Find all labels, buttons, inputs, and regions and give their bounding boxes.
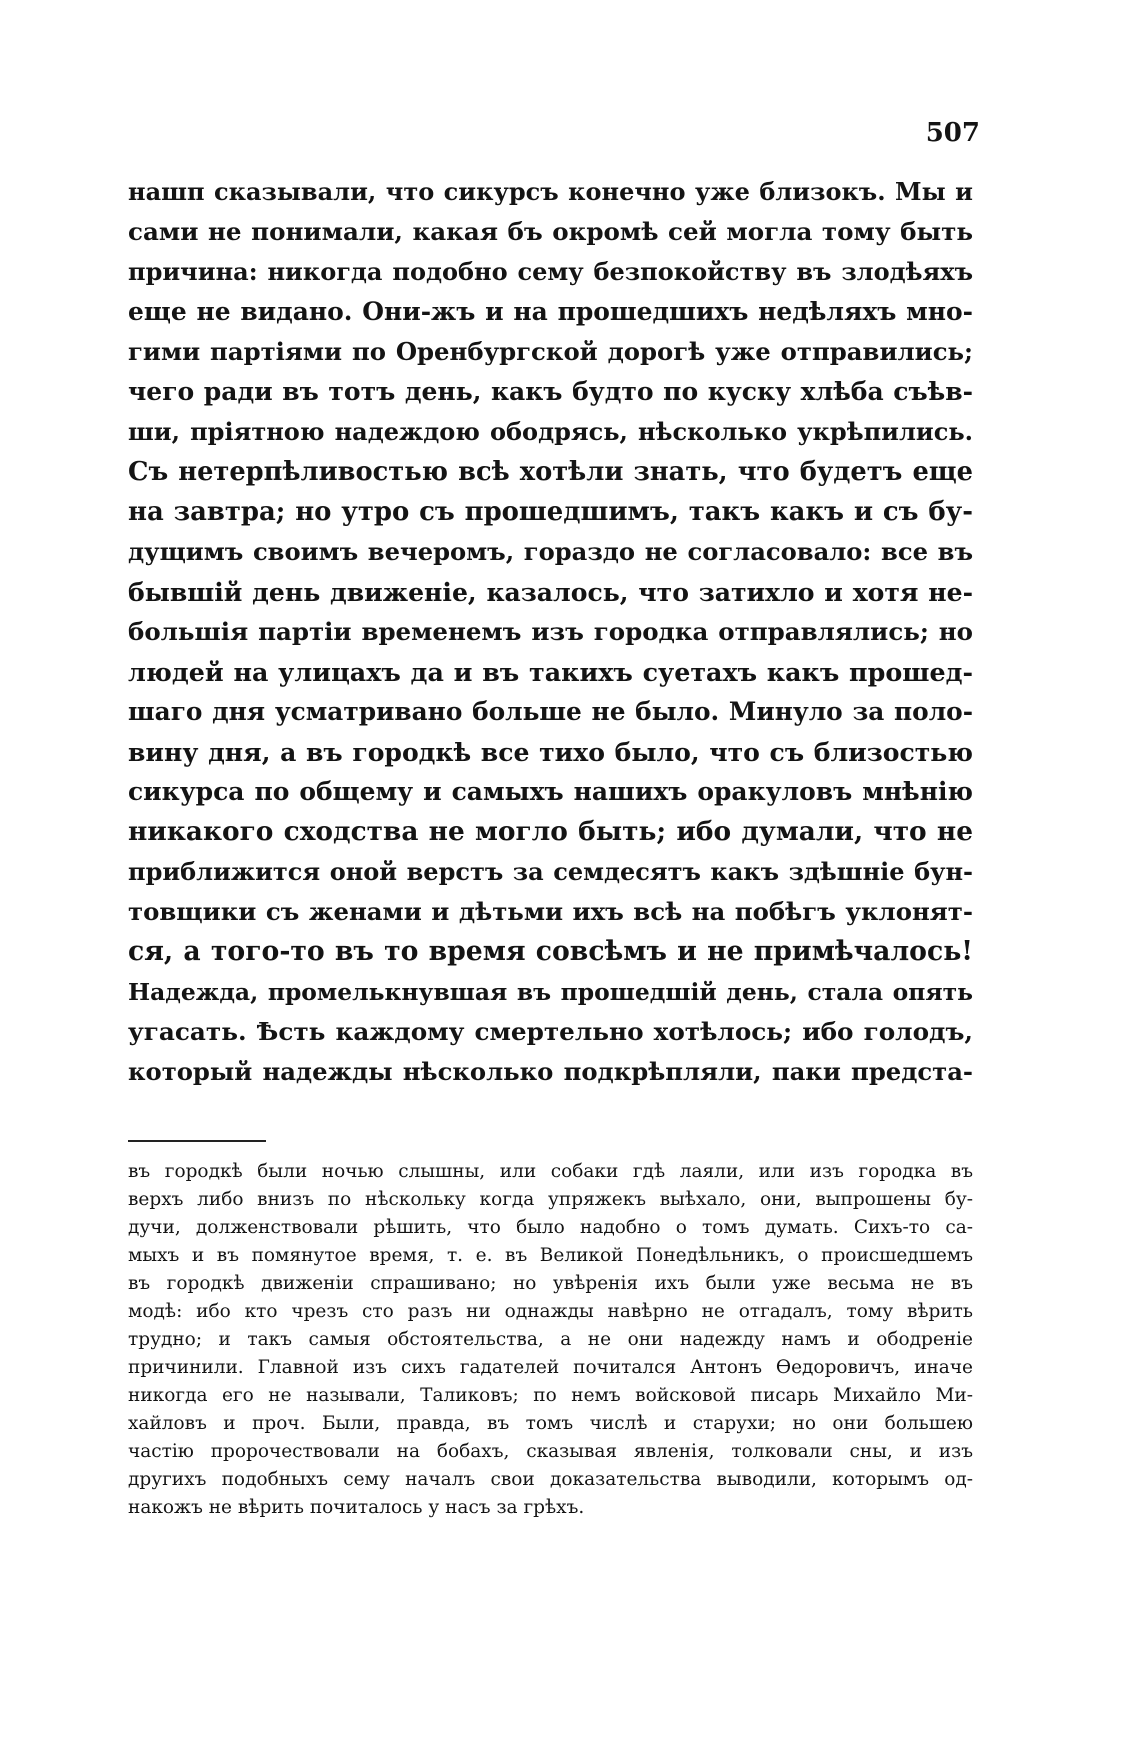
main-text-body bbox=[128, 172, 973, 1092]
main-text-line: угасать. Ѣсть каждому смертельно хотѣлось; ибо голодъ, bbox=[128, 1017, 973, 1046]
footnote-line: хайловъ и проч. Были, правда, въ томъ числѣ и старухи; но они большею bbox=[128, 1413, 973, 1434]
main-text-line: никакого сходства не могло быть; ибо думали, что не bbox=[128, 816, 973, 847]
main-text-line: чего ради въ тотъ день, какъ будто по куску хлѣба съѣв- bbox=[128, 377, 973, 406]
main-text-line: гими партіями по Оренбургской дорогѣ уже отправились; bbox=[128, 337, 973, 366]
main-text-line: Съ нетерпѣливостью всѣ хотѣли знать, что будетъ еще bbox=[128, 457, 973, 487]
footnote-line: дучи, долженствовали рѣшить, что было надобно о томъ думать. Сихъ-то са- bbox=[128, 1217, 973, 1238]
main-text-line: еще не видано. Они-жъ и на прошедшихъ недѣляхъ мно- bbox=[128, 297, 973, 326]
page-number: 507 bbox=[925, 118, 980, 148]
footnote-line: накожъ не вѣрить почиталось у насъ за грѣхъ. bbox=[128, 1497, 585, 1518]
footnote-line: модѣ: ибо кто чрезъ сто разъ ни однажды навѣрно не отгадалъ, тому вѣрить bbox=[128, 1301, 973, 1322]
footnote-line: частію пророчествовали на бобахъ, сказывая явленія, толковали сны, и изъ bbox=[128, 1441, 973, 1462]
main-text-line: который надежды нѣсколько подкрѣпляли, паки предста- bbox=[128, 1057, 973, 1086]
main-text-line: дущимъ своимъ вечеромъ, гораздо не согласовало: все въ bbox=[128, 537, 973, 566]
footnote-line: причинили. Главной изъ сихъ гадателей почитался Антонъ Ѳедоровичъ, иначе bbox=[128, 1357, 973, 1378]
footnote-line: въ городкѣ движеніи спрашивано; но увѣренія ихъ были уже весьма не въ bbox=[128, 1273, 973, 1294]
footnote-line: другихъ подобныхъ сему началъ свои доказательства выводили, которымъ од- bbox=[128, 1469, 973, 1490]
main-text-line: ши, пріятною надеждою ободрясь, нѣсколько укрѣпились. bbox=[128, 417, 973, 446]
footnote-line: верхъ либо внизъ по нѣскольку когда упряжекъ выѣхало, они, выпрошены бу- bbox=[128, 1189, 973, 1210]
main-text-line: на завтра; но утро съ прошедшимъ, такъ какъ и съ бу- bbox=[128, 497, 973, 527]
main-text-line: бывшій день движеніе, казалось, что затихло и хотя не- bbox=[128, 577, 973, 607]
main-text-line: вину дня, а въ городкѣ все тихо было, что съ близостью bbox=[128, 737, 973, 767]
footnote-line: никогда его не называли, Таликовъ; по немъ войсковой писарь Михайло Ми- bbox=[128, 1385, 973, 1406]
main-text-line: причина: никогда подобно сему безпокойству въ злодѣяхъ bbox=[128, 257, 973, 286]
main-text-line: шаго дня усматривано больше не было. Минуло за поло- bbox=[128, 697, 973, 726]
main-text-line: Надежда, промелькнувшая въ прошедшій день, стала опять bbox=[128, 978, 973, 1006]
footnote-divider bbox=[128, 1140, 266, 1142]
main-text-line: сикурса по общему и самыхъ нашихъ оракуловъ мнѣнію bbox=[128, 777, 973, 806]
footnote-line: мыхъ и въ помянутое время, т. е. въ Великой Понедѣльникъ, о происшедшемъ bbox=[128, 1245, 973, 1266]
main-text-line: сами не понимали, какая бъ окромѣ сей могла тому быть bbox=[128, 217, 973, 246]
footnote-line: трудно; и такъ самыя обстоятельства, а не они надежду намъ и ободреніе bbox=[128, 1329, 973, 1350]
main-text-line: нашп сказывали, что сикурсъ конечно уже близокъ. Мы и bbox=[128, 177, 973, 206]
main-text-line: товщики съ женами и дѣтьми ихъ всѣ на побѣгъ уклонят- bbox=[128, 897, 973, 926]
main-text-line: ся, а того-то въ то время совсѣмъ и не примѣчалось! bbox=[128, 936, 973, 967]
main-text-line: приближится оной верстъ за семдесятъ какъ здѣшніе бун- bbox=[128, 857, 973, 886]
footnote bbox=[128, 1158, 973, 1522]
footnote-line: въ городкѣ были ночью слышны, или собаки гдѣ лаяли, или изъ городка въ bbox=[128, 1161, 973, 1182]
main-text-line: людей на улицахъ да и въ такихъ суетахъ какъ прошед- bbox=[128, 657, 973, 687]
main-text-line: большія партіи временемъ изъ городка отправлялись; но bbox=[128, 617, 973, 646]
